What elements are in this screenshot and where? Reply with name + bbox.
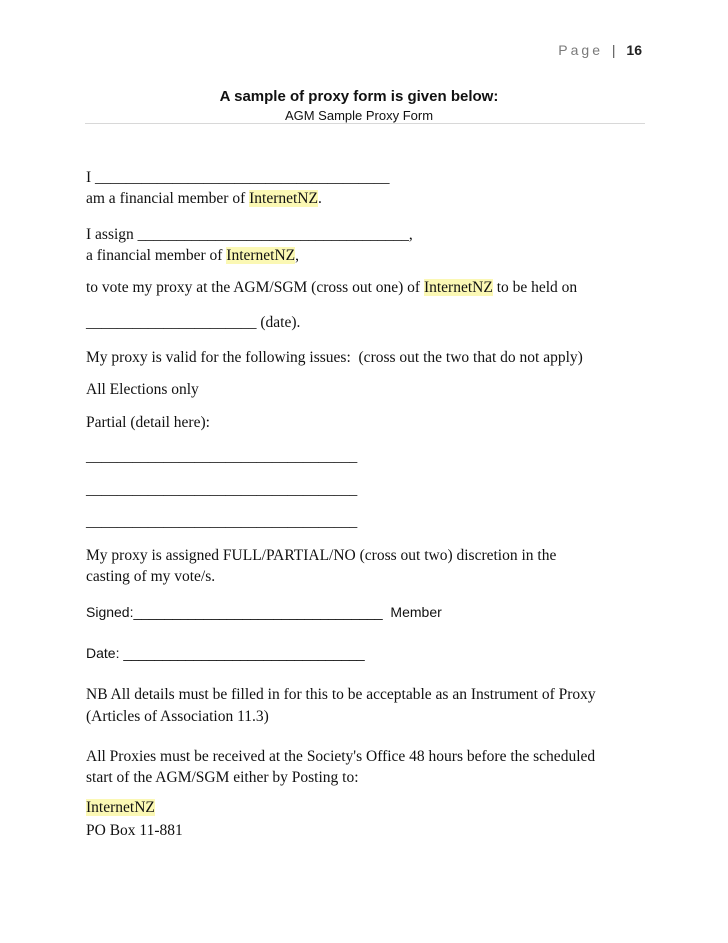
page-number-header <box>558 42 642 58</box>
detail-blank-1: ___________________________________ <box>86 448 358 465</box>
vote-statement-end: to be held on <box>492 279 578 296</box>
nb-line-1: NB All details must be filled in for this to be acceptable as an Instrument of Proxy <box>86 686 596 703</box>
page-label: Page <box>558 42 603 58</box>
address-org <box>86 797 155 818</box>
vote-statement-text: to vote my proxy at the AGM/SGM (cross out one) of <box>86 279 424 296</box>
valid-issues-line: My proxy is valid for the following issues: (cross out the two that do not apply) <box>86 349 583 366</box>
member-name-line: I ______________________________________ <box>86 169 390 186</box>
member-statement-end: . <box>317 190 322 207</box>
proxies-line-1: All Proxies must be received at the Society's Office 48 hours before the scheduled <box>86 748 596 765</box>
date-line: ______________________ (date). <box>86 314 301 331</box>
page-number: 16 <box>626 42 642 58</box>
member-statement <box>86 188 322 209</box>
assignee-statement-end: , <box>295 247 300 264</box>
all-elections-line: All Elections only <box>86 381 199 398</box>
address-po-box: PO Box 11-881 <box>86 822 183 839</box>
signed-line: Signed:________________________________ Member <box>86 604 442 620</box>
detail-blank-3: ___________________________________ <box>86 513 358 530</box>
detail-blank-2: ___________________________________ <box>86 481 358 498</box>
assign-line: I assign ___________________________________, <box>86 226 413 243</box>
proxies-line-2: start of the AGM/SGM either by Posting to: <box>86 769 359 786</box>
page-title: A sample of proxy form is given below: <box>219 88 499 105</box>
org-name-highlight: InternetNZ <box>423 279 493 296</box>
org-name-highlight: InternetNZ <box>226 247 296 264</box>
nb-line-2: (Articles of Association 11.3) <box>86 708 269 725</box>
org-name-highlight: InternetNZ <box>249 190 318 207</box>
form-subtitle: AGM Sample Proxy Form <box>284 108 434 123</box>
org-name-highlight: InternetNZ <box>86 799 155 816</box>
assignee-statement-text: a financial member of <box>86 247 227 264</box>
assignee-statement <box>86 245 299 266</box>
title-divider <box>85 123 645 124</box>
header-separator: | <box>611 42 616 58</box>
member-statement-text: am a financial member of <box>86 190 250 207</box>
partial-line: Partial (detail here): <box>86 414 210 431</box>
date-signed-line: Date: _______________________________ <box>86 645 365 661</box>
discretion-line: My proxy is assigned FULL/PARTIAL/NO (cross out two) discretion in the <box>86 547 557 564</box>
vote-statement <box>86 277 577 298</box>
discretion-line-2: casting of my vote/s. <box>86 568 216 585</box>
